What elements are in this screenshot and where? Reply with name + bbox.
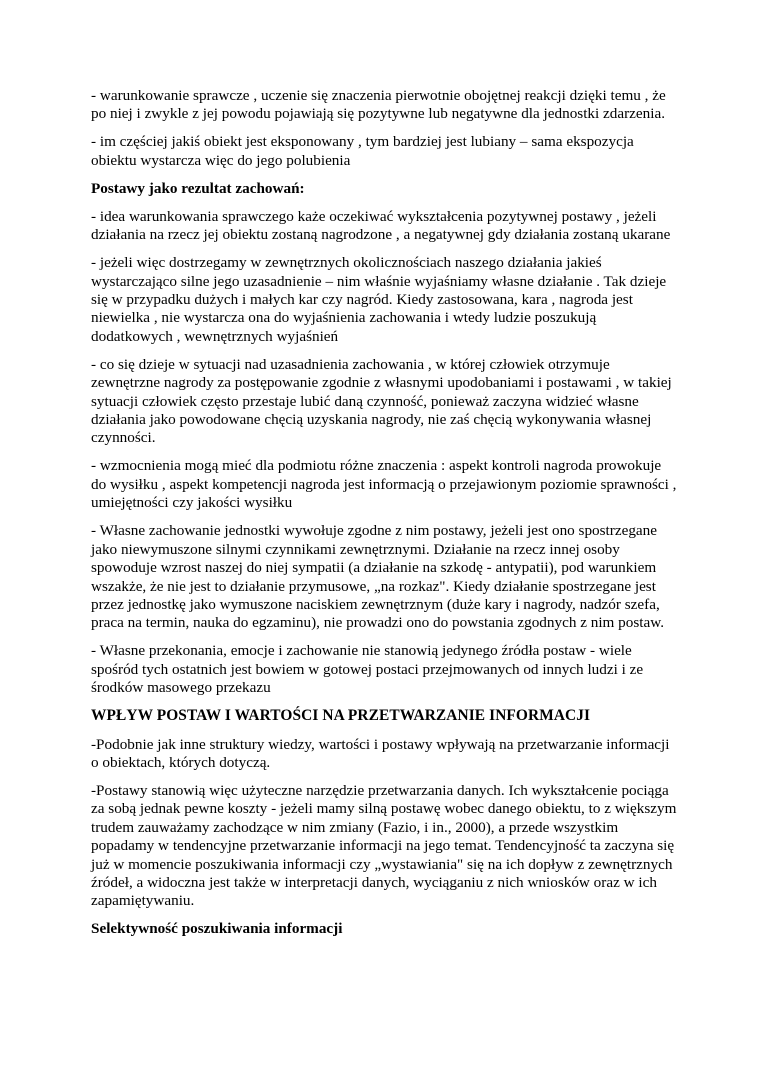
paragraph-other-sources: - Własne przekonania, emocje i zachowanie nie stanowią jedynego źródła postaw - wiele spośród tych ostatnich jest bowiem w gotowej postaci przejmowanych od innych ludzi i ze środków masowego przekazu	[91, 642, 644, 697]
paragraph-reward-punishment: - idea warunkowania sprawczego każe oczekiwać wykształcenia pozytywnej postawy , jeżeli działania na rzecz jej obiektu zostaną nagrodzone , a negatywnej gdy działania zostaną ukarane	[91, 207, 671, 244]
paragraph-overjustification: - co się dzieje w sytuacji nad uzasadnienia zachowania , w której człowiek otrzymuje zewnętrzne nagrody za postępowanie zgodnie z własnymi upodobaniami i postawami , w takiej sytuacji człowiek często przestaje lubić daną czynność, ponieważ zaczyna widzieć własne działania jako powodowane chęcią uzyskania nagrody, nie zaś chęcią wykonywania własnej czynności.	[91, 355, 672, 447]
paragraph-reinforcement-meanings: - wzmocnienia mogą mieć dla podmiotu różne znaczenia : aspekt kontroli nagroda prowokuje do wysiłku , aspekt kompetencji nagroda jest informacją o przejawionym poziomie sprawności , umiejętności czy jakości wysiłku	[91, 457, 677, 512]
paragraph-external-justification: - jeżeli więc dostrzegamy w zewnętrznych okolicznościach naszego działania jakieś wystarczająco silne jego uzasadnienie – nim właśnie wyjaśniamy własne działanie . Tak dzieje się w przypadku dużych i małych kar czy nagród. Kiedy zastosowana, kara , nagroda jest niewielka , nie wystarcza ona do wyjaśnienia zachowania i wtedy ludzie poszukują dodatkowych , wewnętrznych wyjaśnień	[91, 254, 667, 345]
heading-attitudes-as-behavior-result: Postawy jako rezultat zachowań:	[91, 179, 305, 197]
paragraph-biased-processing: -Postawy stanowią więc użyteczne narzędzie przetwarzania danych. Ich wykształcenie pociąga za sobą jednak pewne koszty - jeżeli mamy silną postawę wobec danego obiektu, to z większym trudem zauważamy zachodzące w nim zmiany (Fazio, i in., 2000), a przede wszystkim popadamy w tendencyjne przetwarzanie informacji na jego temat. Tendencyjność ta zaczyna się już w momencie poszukiwania informacji czy „wystawiania" się na ich dopływ z zewnętrznych źródeł, a widoczna jest także w interpretacji danych, wyciąganiu z nich wniosków oraz w ich zapamiętywaniu.	[91, 781, 677, 910]
paragraph-operant-conditioning: - warunkowanie sprawcze , uczenie się znaczenia pierwotnie obojętnej reakcji dzięki temu , że po niej i zwykle z jej powodu pojawiają się pozytywne lub negatywne dla jednostki zdarzenia.	[91, 87, 666, 123]
heading-attitudes-information-processing: WPŁYW POSTAW I WARTOŚCI NA PRZETWARZANIE INFORMACJI	[91, 707, 591, 725]
heading-selective-information-search: Selektywność poszukiwania informacji	[91, 920, 343, 938]
paragraph-knowledge-structures: -Podobnie jak inne struktury wiedzy, wartości i postawy wpływają na przetwarzanie informacji o obiektach, których dotyczą.	[91, 735, 670, 771]
paragraph-own-behavior: - Własne zachowanie jednostki wywołuje zgodne z nim postawy, jeżeli jest ono spostrzegane jako niewymuszone silnymi czynnikami zewnętrznymi. Działanie na rzecz innej osoby spowoduje wzrost naszej do niej sympatii (a działanie na szkodę - antypatii), pod warunkiem wszakże, że nie jest to działanie przymusowe, „na rozkaz". Kiedy działanie spostrzegane jest przez jednostkę jako wymuszone naciskiem zewnętrznym (duże kary i nagrody, nadzór szefa, praca na termin, nauka do egzaminu), nie prowadzi ono do powstania zgodnych z nim postaw.	[91, 522, 665, 632]
document-page	[91, 87, 679, 948]
paragraph-exposure: - im częściej jakiś obiekt jest eksponowany , tym bardziej jest lubiany – sama ekspozycja obiektu wystarcza więc do jego polubienia	[91, 133, 634, 169]
